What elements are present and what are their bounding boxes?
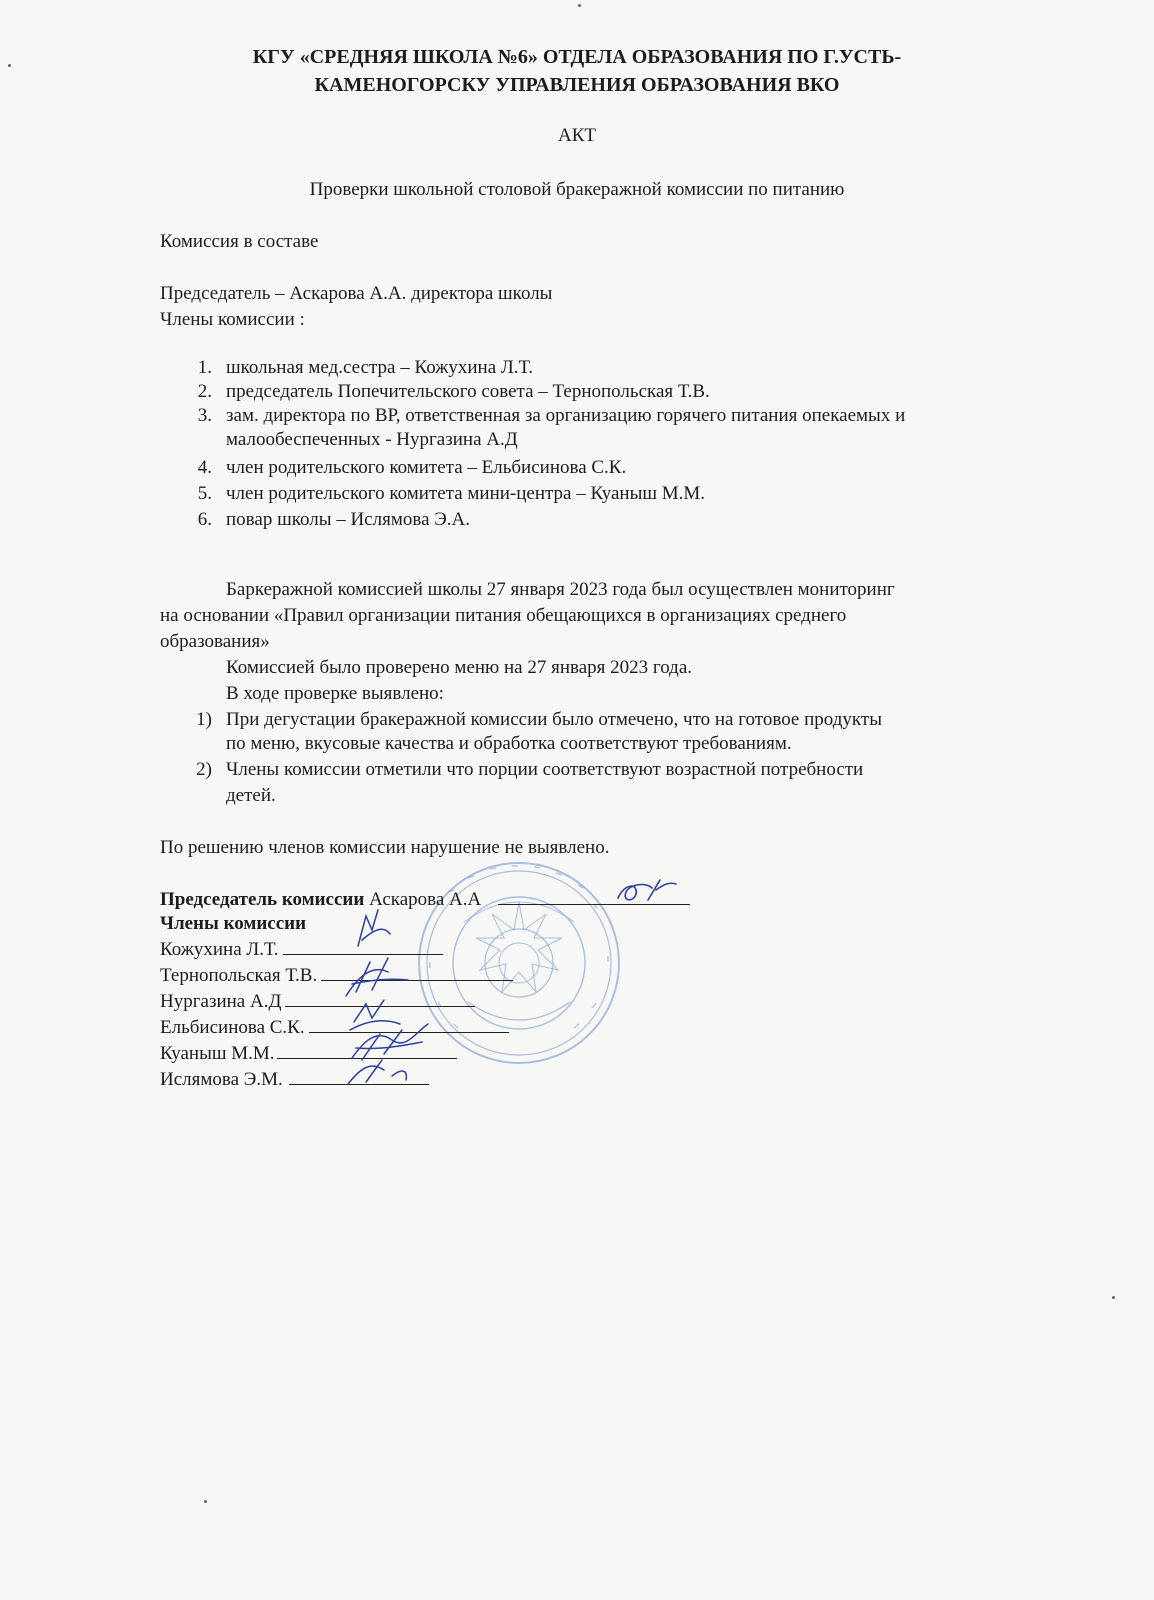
scan-speck bbox=[8, 64, 11, 67]
member-item bbox=[180, 380, 710, 404]
member-signature-name: Ислямова Э.М. bbox=[160, 1069, 283, 1090]
member-text: член родительского комитета мини-центра – Куаныш М.М. bbox=[226, 483, 705, 504]
body-paragraph: В ходе проверке выявлено: bbox=[226, 683, 444, 704]
member-text: член родительского комитета – Ельбисинова С.К. bbox=[226, 457, 627, 478]
member-signature-name: Куаныш М.М. bbox=[160, 1043, 275, 1064]
members-label: Члены комиссии : bbox=[160, 309, 305, 330]
commission-label: Комиссия в составе bbox=[160, 231, 319, 252]
member-text: зам. директора по ВР, ответственная за организацию горячего питания опекаемых и bbox=[226, 405, 906, 426]
member-signature-name: Нургазина А.Д bbox=[160, 991, 282, 1012]
member-signature-name: Кожухина Л.Т. bbox=[160, 939, 279, 960]
act-title: АКТ bbox=[558, 125, 596, 146]
scan-speck bbox=[1112, 1296, 1115, 1299]
body-paragraph: Комиссией было проверено меню на 27 января 2023 года. bbox=[226, 657, 693, 678]
member-text: председатель Попечительского совета – Тернопольская Т.В. bbox=[226, 381, 710, 402]
member-number: 5. bbox=[197, 483, 212, 504]
body-paragraph-line: Баркеражной комиссией школы 27 января 2023 года был осуществлен мониторинг bbox=[226, 579, 895, 600]
finding-item bbox=[180, 758, 863, 782]
body-paragraph-line: на основании «Правил организации питания обещающихся в организациях среднего bbox=[160, 605, 847, 626]
org-header-line-2: КАМЕНОГОРСКУ УПРАВЛЕНИЯ ОБРАЗОВАНИЯ ВКО bbox=[314, 74, 840, 96]
org-header-line-1: КГУ «СРЕДНЯЯ ШКОЛА №6» ОТДЕЛА ОБРАЗОВАНИЯ ПО Г.УСТЬ- bbox=[252, 46, 902, 68]
finding-text: При дегустации бракеражной комиссии было отмечено, что на готовое продукты bbox=[226, 709, 882, 730]
finding-continuation: детей. bbox=[226, 785, 276, 806]
member-item bbox=[180, 356, 533, 380]
finding-item bbox=[180, 708, 882, 732]
chairman-signature-label: Председатель комиссии bbox=[160, 889, 365, 910]
member-text: школьная мед.сестра – Кожухина Л.Т. bbox=[226, 357, 533, 378]
decision-text: По решению членов комиссии нарушение не выявлено. bbox=[160, 837, 610, 858]
member-number: 2. bbox=[197, 381, 212, 402]
finding-continuation: по меню, вкусовые качества и обработка соответствуют требованиям. bbox=[226, 733, 792, 754]
member-item bbox=[180, 456, 626, 480]
scan-speck bbox=[204, 1500, 207, 1503]
member-item-continuation: малообеспеченных - Нургазина А.Д bbox=[226, 429, 518, 450]
finding-number: 2) bbox=[196, 759, 212, 780]
member-number: 4. bbox=[197, 457, 212, 478]
member-text: повар школы – Ислямова Э.А. bbox=[226, 509, 471, 530]
finding-text: Члены комиссии отметили что порции соответствуют возрастной потребности bbox=[226, 759, 864, 780]
scan-speck bbox=[578, 4, 581, 7]
act-subtitle: Проверки школьной столовой бракеражной комиссии по питанию bbox=[309, 179, 845, 200]
member-item bbox=[180, 404, 905, 428]
members-signature-label: Члены комиссии bbox=[160, 913, 307, 934]
member-signature-name: Тернопольская Т.В. bbox=[160, 965, 318, 986]
member-item bbox=[180, 482, 705, 506]
member-number: 6. bbox=[197, 509, 212, 530]
finding-number: 1) bbox=[196, 709, 212, 730]
members-handwritten-signatures-icon bbox=[332, 900, 452, 1096]
chairman-signature-name: Аскарова А.А bbox=[369, 889, 482, 910]
body-paragraph-line: образования» bbox=[160, 631, 270, 652]
member-item bbox=[180, 508, 470, 532]
chairman-handwritten-signature-icon bbox=[612, 874, 682, 908]
member-number: 3. bbox=[197, 405, 212, 426]
chairman-line: Председатель – Аскарова А.А. директора школы bbox=[160, 283, 553, 304]
member-signature-name: Ельбисинова С.К. bbox=[160, 1017, 305, 1038]
member-number: 1. bbox=[197, 357, 212, 378]
